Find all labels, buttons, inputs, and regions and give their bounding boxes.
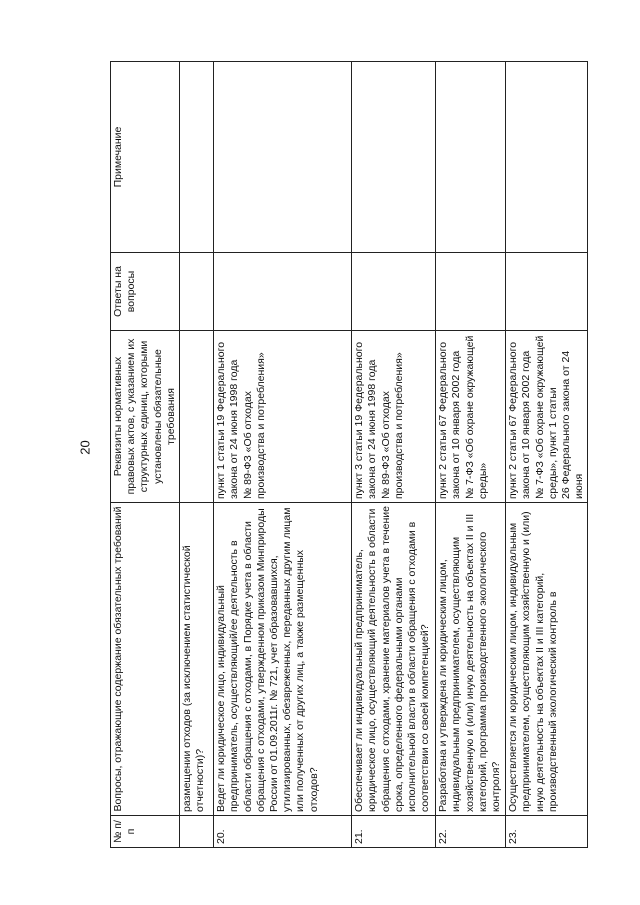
row-question: Ведет ли юридическое лицо, индивидуальный предприниматель, осуществляющий/ее деятельность в области обращения с отходами, в Порядке учета в области обращения с отходами, утвержденном приказом Минприроды России от 01.09.2011г. № 721, учет образовавшихся, утилизированных, обезвреженных, переданных другим лицам или полученных от других лиц, а также размещенных отходов?: [214, 503, 352, 816]
requirements-table: [110, 61, 588, 848]
row-question: Осуществляется ли юридическим лицом, индивидуальным предпринимателем, осуществляющим хозяйственную и (или) иную деятельность на объектах II и III категорий, производственный экологический контроль в: [506, 503, 588, 816]
row-num: [180, 816, 214, 848]
row-requisites: [180, 331, 214, 503]
header-requisites: Реквизиты нормативных правовых актов, с указанием их структурных единиц, которыми установлены обязательные требования: [111, 331, 180, 503]
table-row: [506, 62, 588, 848]
page-number: 20: [77, 440, 93, 455]
row-answer: [436, 253, 506, 331]
table-row: [436, 62, 506, 848]
row-note: [214, 62, 352, 253]
row-note: [352, 62, 436, 253]
row-answer: [352, 253, 436, 331]
row-num: 22.: [436, 816, 506, 848]
row-requisites: пункт 1 статьи 19 Федерального закона от 24 июня 1998 года № 89-ФЗ «Об отходах производства и потребления»: [214, 331, 352, 503]
rotated-table-container: [110, 62, 586, 848]
row-question: Обеспечивает ли индивидуальный предприниматель, юридическое лицо, осуществляющий деятельность в области обращения с отходами, хранение материалов учета в течение срока, определенного федеральными органами исполнительной власти в области обращения с отходами в соответствии со своей компетенцией?: [352, 503, 436, 816]
row-note: [506, 62, 588, 253]
row-question: размещении отходов (за исключением статистической отчетности)?: [180, 503, 214, 816]
table-row: [214, 62, 352, 848]
row-note: [436, 62, 506, 253]
table-row: [180, 62, 214, 848]
table-header-row: [111, 62, 180, 848]
row-answer: [214, 253, 352, 331]
header-note: Примечание: [111, 62, 180, 253]
row-note: [180, 62, 214, 253]
row-question: Разработана и утверждена ли юридическим лицом, индивидуальным предпринимателем, осуществляющим хозяйственную и (или) иную деятельность на объектах II и III категорий, программа производственного экологического контроля?: [436, 503, 506, 816]
row-requisites: пункт 2 статьи 67 Федерального закона от 10 января 2002 года № 7-ФЗ «Об охране окружающей среды», пункт 1 статьи 26 Федерального закона от 24 июня: [506, 331, 588, 503]
row-requisites: пункт 3 статьи 19 Федерального закона от 24 июня 1998 года № 89-ФЗ «Об отходах производства и потребления»: [352, 331, 436, 503]
header-num: № п/п: [111, 816, 180, 848]
row-num: 20.: [214, 816, 352, 848]
row-num: 21.: [352, 816, 436, 848]
row-requisites: пункт 2 статьи 67 Федерального закона от 10 января 2002 года № 7-ФЗ «Об охране окружающей среды»: [436, 331, 506, 503]
header-answers: Ответы на вопросы: [111, 253, 180, 331]
row-answer: [180, 253, 214, 331]
row-num: 23.: [506, 816, 588, 848]
row-answer: [506, 253, 588, 331]
header-question: Вопросы, отражающие содержание обязательных требований: [111, 503, 180, 816]
table-row: [352, 62, 436, 848]
